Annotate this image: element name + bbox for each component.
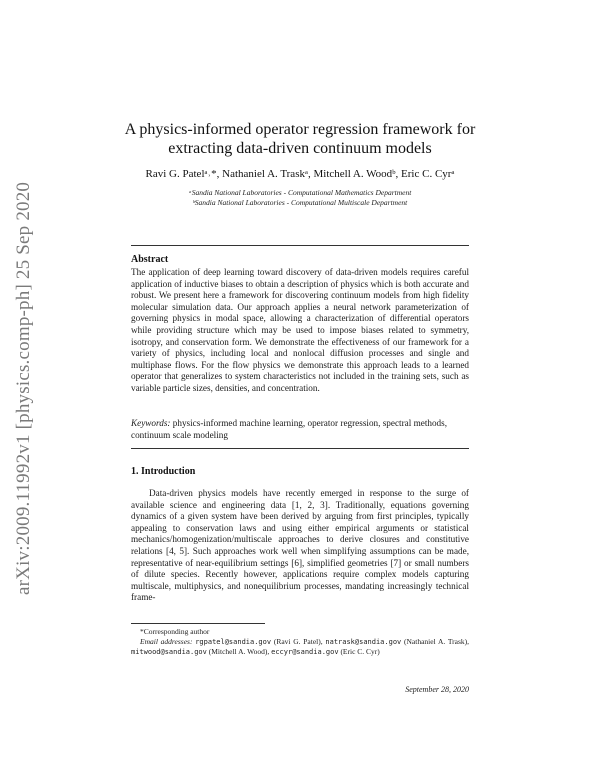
- abstract-body: The application of deep learning toward discovery of data-driven models requires careful application of inductive biases to obtain a description of physics which is both accurate and robust. We present here a framework for discovering continuum models from high fidelity molecular simulation data. Our approach applies a neural network parameterization of governing physics in modal space, allowing a characterization of differential operators while providing structure which may be used to impose biases related to symmetry, isotropy, and conservation form. We demonstrate the effectiveness of our framework for a variety of physics, including local and nonlocal diffusion processes and single and multiphase flows. For the flow physics we demonstrate this approach leads to a learned operator that generalizes to system characteristics not included in the training sets, such as variable particle sizes, densities, and concentration.: [131, 267, 469, 393]
- email-address[interactable]: natrask@sandia.gov: [325, 638, 402, 646]
- introduction-body: Data-driven physics models have recently emerged in response to the surge of available science and engineering data [1, 2, 3]. Traditionally, equations governing dynamics of a given system have been derived by arguing from first principles, typically appealing to conservation laws and using either empirical arguments or statistical mechanics/homogenization/multiscale approaches to derive closures and constitutive relations [4, 5]. Such approaches work well when simplifying assumptions can be made, representative of near-equilibrium settings [6], simplified geometries [7] or small numbers of dilute species. Recently however, applications require complex models capturing multiscale, multiphysics, and nonequilibrium processes, mandating increasingly technical frame-: [131, 488, 469, 603]
- email-address[interactable]: rgpatel@sandia.gov: [195, 638, 272, 646]
- email-owner: (Ravi G. Patel),: [273, 637, 323, 646]
- abstract-bottom-rule: [131, 448, 469, 449]
- email-label: Email addresses:: [140, 637, 193, 646]
- section-heading: 1. Introduction: [131, 466, 196, 477]
- title-line-1: A physics-informed operator regression framework for: [124, 121, 476, 138]
- abstract-heading: Abstract: [131, 254, 169, 265]
- email-owner: (Nathaniel A. Trask),: [404, 637, 470, 646]
- corresponding-footnote: *Corresponding author: [140, 627, 210, 636]
- author-list: Ravi G. Patelᵃ˒*, Nathaniel A. Traskᵃ, Mitchell A. Woodᵇ, Eric C. Cyrᵃ: [145, 168, 455, 180]
- arxiv-identifier: arXiv:2009.11992v1 [physics.comp-ph] 25 Sep 2020: [13, 181, 34, 595]
- affiliation-a: ᵃSandia National Laboratories - Computational Mathematics Department: [188, 188, 412, 197]
- email-owner: (Eric C. Cyr): [340, 647, 380, 656]
- email-footnote: [131, 637, 469, 657]
- email-owner: (Mitchell A. Wood),: [208, 647, 270, 656]
- paper-title: [100, 120, 500, 158]
- keywords: [131, 418, 469, 441]
- email-address[interactable]: mitwood@sandia.gov: [131, 648, 207, 656]
- email-address[interactable]: eccyr@sandia.gov: [271, 648, 339, 656]
- affiliation-b: ᵇSandia National Laboratories - Computational Multiscale Department: [192, 198, 408, 207]
- keywords-label: Keywords:: [131, 418, 171, 428]
- title-line-2: extracting data-driven continuum models: [168, 140, 432, 157]
- keywords-text: physics-informed machine learning, operator regression, spectral methods, continuum scale modeling: [131, 418, 448, 440]
- preprint-date: September 28, 2020: [405, 685, 469, 694]
- footnote-rule: [131, 623, 265, 624]
- abstract-top-rule: [131, 245, 469, 246]
